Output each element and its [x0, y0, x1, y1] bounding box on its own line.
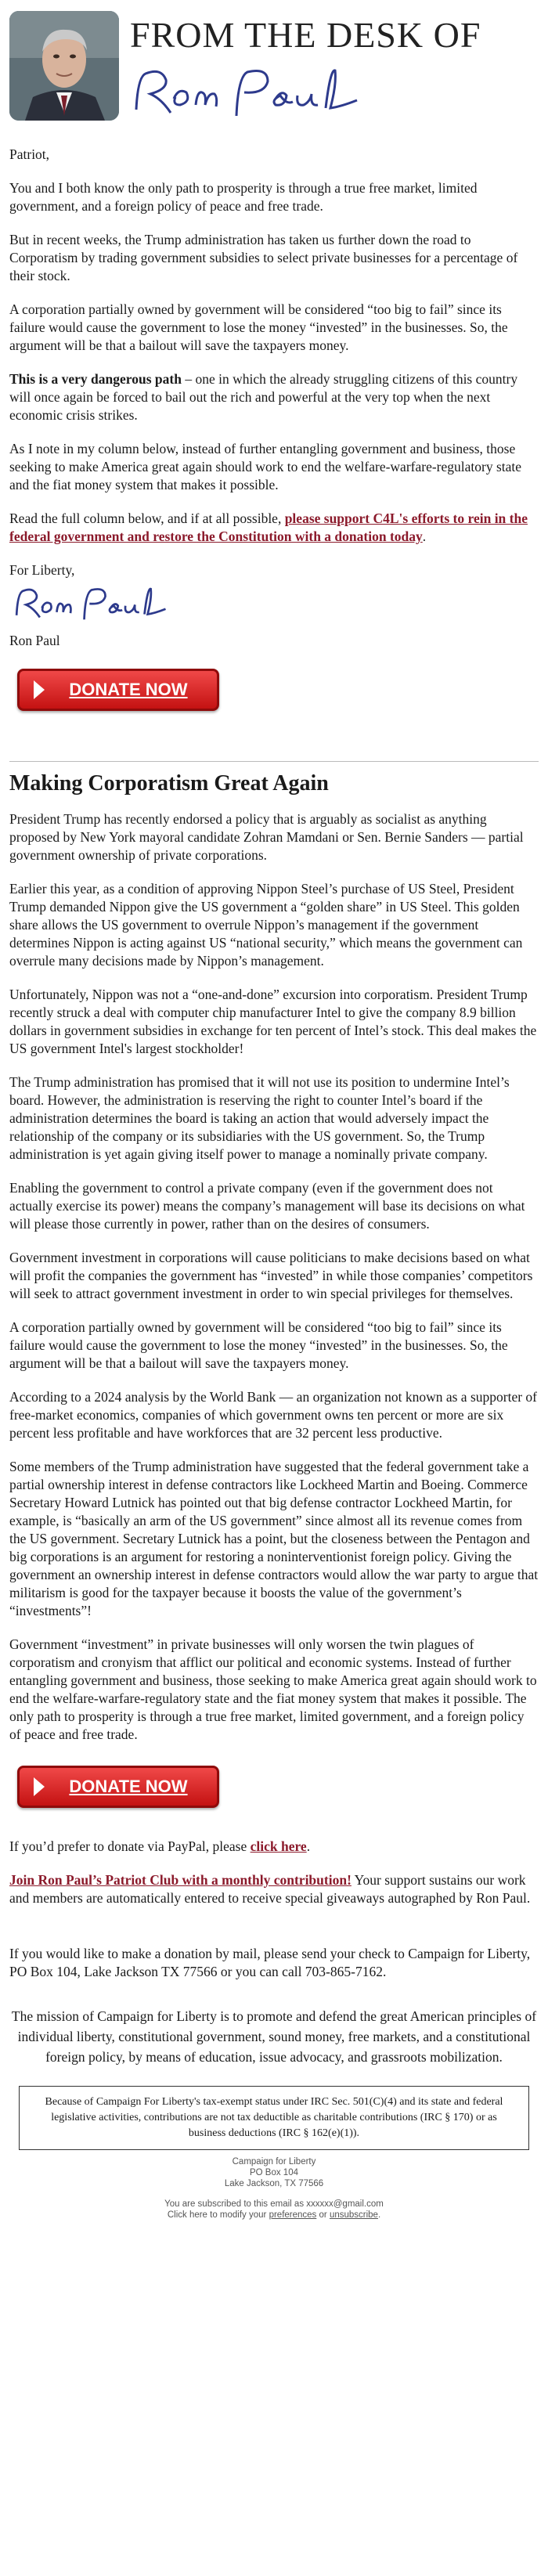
footer-org: Campaign for Liberty [232, 2157, 316, 2167]
footer-modify-mid: or [316, 2210, 330, 2220]
donate-label: DONATE NOW [69, 1777, 188, 1796]
signature-small-graphic [9, 583, 174, 625]
paypal-line [9, 1838, 539, 1856]
paypal-post: . [306, 1838, 311, 1854]
header-right [130, 11, 539, 128]
support-post: . [422, 529, 427, 544]
support-pre: Read the full column below, and if at all possible, [9, 511, 285, 526]
footer-address-2: Lake Jackson, TX 77566 [224, 2179, 324, 2188]
footer-gap [9, 2189, 539, 2199]
tax-disclaimer: Because of Campaign For Liberty's tax-exempt status under IRC Sec. 501(C)(4) and its state and federal legislative activities, contributions are not tax deductible as charitable contributions (IRC § 170) or as business deductions (IRC § 162(e)(1)). [19, 2086, 529, 2150]
column-paragraph: Government “investment” in private businesses will only worsen the twin plagues of corporatism and cronyism that afflict our political and economic systems. Instead of further entangling government and business, those seeking to make America great again should work to end the welfare-warfare-regulatory state and the fiat money system that makes it possible. The only path to prosperity is through a true free market, limited government, and a foreign policy of peace and free trade. [9, 1636, 537, 1742]
footer-modify-pre: Click here to modify your [167, 2210, 269, 2220]
letter-paragraph-5: As I note in my column below, instead of further entangling government and business, those seeking to make America great again should work to end the welfare-warfare-regulatory state and the fiat money system that makes it possible. [9, 441, 522, 492]
footer-address-1: PO Box 104 [249, 2168, 298, 2177]
column-paragraph: Earlier this year, as a condition of approving Nippon Steel’s purchase of US Steel, President Trump demanded Nippon give the US government a “golden share” in US Steel. This golden share allows the US government to overrule Nippon’s management if the government determines Nippon is acting against US “national security,” which means the government can overrule many decisions made by Nippon’s management. [9, 881, 523, 969]
column-paragraph: Enabling the government to control a private company (even if the government does not actually exercise its power) means the company’s management will base its decisions on what will please those currently in power, rather than on the desires of consumers. [9, 1180, 525, 1232]
letter-paragraph-1: You and I both know the only path to prosperity is through a true free market, limited government, and a foreign policy of peace and free trade. [9, 180, 478, 214]
column-paragraph: Government investment in corporations will cause politicians to make decisions based on what will profit the companies the government has “invested” in while those companies’ competitors will seek to attract government investment in order to win special privileges for themselves. [9, 1250, 533, 1301]
column-paragraph: Unfortunately, Nippon was not a “one-and-done” excursion into corporatism. President Trump recently struck a deal with computer chip manufacturer Intel to give the company 8.9 billion dollars in government subsidies in exchange for ten percent of Intel’s stock. This deal makes the US government Intel's largest stockholder! [9, 987, 537, 1056]
donate-bottom-wrap [9, 1759, 539, 1838]
patriot-club-rest: Your support sustains our work and members are automatically entered to receive special giveaways autographed by Ron Paul. [9, 1872, 531, 1906]
divider [9, 761, 539, 762]
mail-donation: If you would like to make a donation by mail, please send your check to Campaign for Liberty, PO Box 104, Lake Jackson TX 77566 or you can call 703-865-7162. [9, 1946, 531, 1979]
letter-paragraph-2: But in recent weeks, the Trump administration has taken us further down the road to Corporatism by trading government subsidies to select private businesses for a percentage of their stock. [9, 232, 518, 283]
play-arrow-icon [34, 680, 45, 699]
donate-now-button-top[interactable] [17, 669, 219, 711]
paypal-pre: If you’d prefer to donate via PayPal, please [9, 1838, 251, 1854]
play-arrow-icon [34, 1777, 45, 1796]
column-paragraph: Some members of the Trump administration have suggested that the federal government take a partial ownership interest in defense contractors like Lockheed Martin and Boeing. Commerce Secretary Howard Lutnick has pointed out that big defense contractor Lockheed Martin, for example, is “basically an arm of the US government” since almost all its revenue comes from the US government. Secretary Lutnick has a point, but the closeness between the Pentagon and big corporations is an argument for restoring a noninterventionist foreign policy. Giving the government an ownership interest in defense contractors would allow the war party to argue that militarism is good for the taxpayer because it boosts the value of the government’s “investments”! [9, 1459, 539, 1618]
header-signature [130, 61, 539, 128]
letter-paragraph-6 [9, 510, 539, 546]
preferences-link[interactable]: preferences [269, 2210, 317, 2220]
column-title: Making Corporatism Great Again [9, 771, 329, 796]
ron-paul-photo [9, 11, 119, 121]
mission-statement: The mission of Campaign for Liberty is to promote and defend the great American principles of individual liberty, constitutional government, sound money, free markets, and a constitutional foreign policy, by means of education, issue advocacy, and grassroots mobilization. [11, 2008, 537, 2065]
support-donation-link[interactable]: please support C4L's efforts to rein in the federal government and restore the Constitution with a donation today [9, 511, 528, 544]
footer [9, 2156, 539, 2221]
header [9, 0, 539, 133]
closing-signature [9, 583, 539, 629]
footer-subscribed: You are subscribed to this email as xxxxxx@gmail.com [164, 2199, 384, 2209]
portrait-image [9, 11, 119, 121]
donate-label: DONATE NOW [69, 680, 188, 699]
patriot-club-line [9, 1871, 539, 1907]
letter-paragraph-4-rest: – one in which the already struggling citizens of this country will once again be forced to bail out the rich and powerful at the very top when the next economic crisis strikes. [9, 371, 518, 423]
donate-now-button-bottom[interactable] [17, 1766, 219, 1808]
column-paragraph: A corporation partially owned by government will be considered “too big to fail” since its failure would cause the government to lose the money “invested” in the businesses. So, the argument will be that a bailout will save the taxpayers money. [9, 1319, 508, 1371]
donate-top-wrap [9, 669, 539, 730]
greeting: Patriot, [9, 146, 50, 162]
letter-paragraph-3: A corporation partially owned by government will be considered “too big to fail” since its failure would cause the government to lose the money “invested” in the businesses. So, the argument will be that a bailout will save the taxpayers money. [9, 301, 508, 353]
closing: For Liberty, [9, 562, 75, 578]
dangerous-path-bold: This is a very dangerous path [9, 371, 182, 387]
patriot-club-link[interactable]: Join Ron Paul’s Patriot Club with a monthly contribution! [9, 1872, 352, 1888]
column-paragraph: The Trump administration has promised that it will not use its position to undermine Intel’s board. However, the administration is reserving the right to counter Intel’s board if the administration determines the board is taking an action that would adversely impact the relationship of the company or its subsidiaries with the US government. So, the Trump administration is yet again giving itself power to manage a nominally private company. [9, 1074, 510, 1162]
signer-name: Ron Paul [9, 633, 60, 648]
unsubscribe-link[interactable]: unsubscribe [329, 2210, 378, 2220]
spacer [9, 1923, 539, 1945]
footer-modify-post: . [377, 2210, 381, 2220]
letter-paragraph-4 [9, 370, 539, 424]
paypal-link[interactable]: click here [250, 1838, 307, 1854]
column-paragraph: According to a 2024 analysis by the World Bank — an organization not known as a supporter of free-market economics, companies of which government owns ten percent or more are six percent less profitable and have workforces that are 32 percent less productive. [9, 1389, 537, 1441]
header-title: FROM THE DESK OF [130, 15, 481, 55]
signature-graphic [130, 61, 365, 124]
footer-modify-line [9, 2210, 539, 2221]
column-paragraph: President Trump has recently endorsed a policy that is arguably as socialist as anything proposed by New York mayoral candidate Zohran Mamdani or Sen. Bernie Sanders — partial government ownership of private corporations. [9, 811, 524, 863]
